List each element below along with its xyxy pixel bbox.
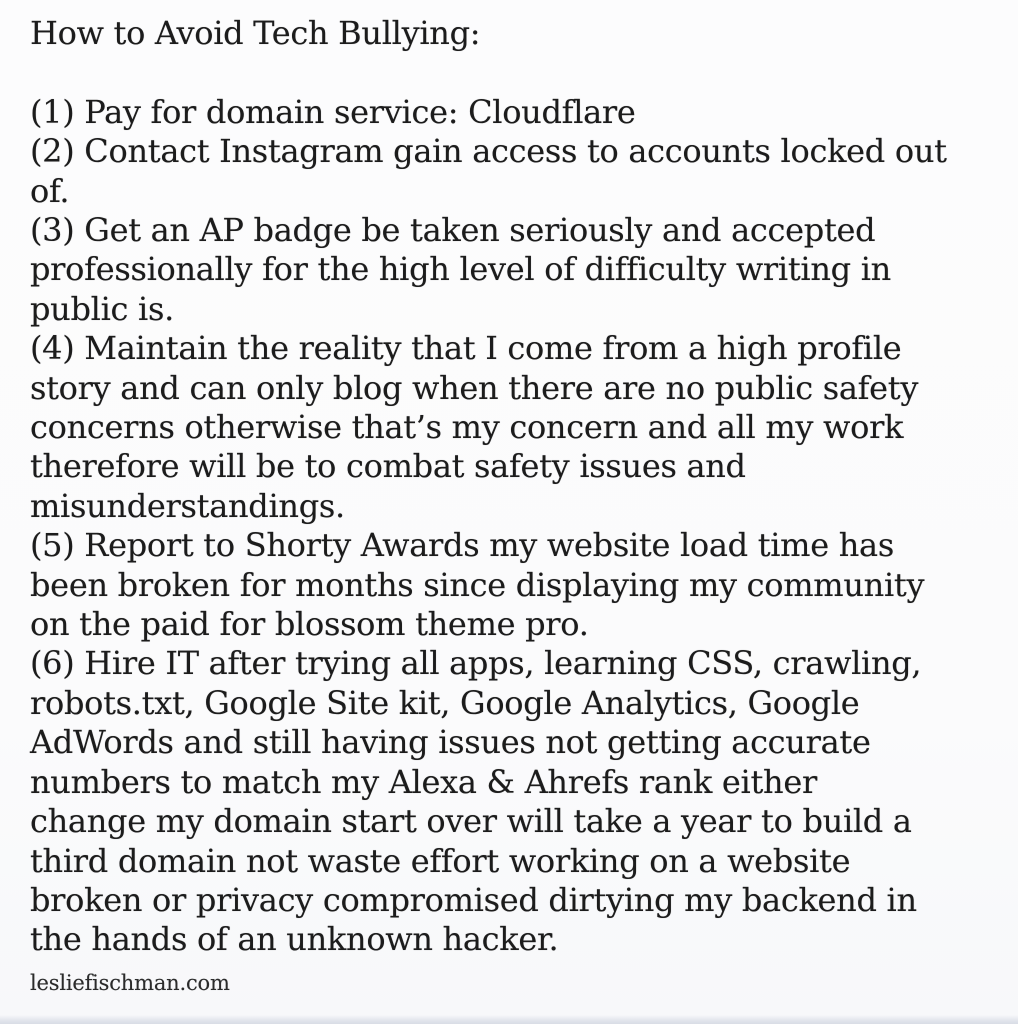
- list-item-1: (1) Pay for domain service: Cloudflare: [30, 92, 636, 131]
- list-item-3: (3) Get an AP badge be taken seriously and accepted professionally for the high level of difficulty writing in public is.: [30, 211, 891, 328]
- post-title: How to Avoid Tech Bullying:: [30, 14, 481, 52]
- website-url: lesliefischman.com: [30, 970, 230, 995]
- list-item-2: (2) Contact Instagram gain access to accounts locked out of.: [30, 132, 947, 210]
- bottom-edge-shadow: [0, 1015, 1018, 1024]
- list-item-4: (4) Maintain the reality that I come from a high profile story and can only blog when there are no public safety concerns otherwise that’s my concern and all my work therefore will be to combat safety issues and misunderstandings.: [30, 329, 919, 525]
- list-item-6: (6) Hire IT after trying all apps, learning CSS, crawling, robots.txt, Google Site kit, Google Analytics, Google AdWords and still having issues not getting accurate numbers to match my Alexa & Ahrefs rank either change my domain start over will take a year to build a third domain not waste effort working on a website broken or privacy compromised dirtying my backend in the hands of an unknown hacker.: [30, 644, 922, 959]
- list-item-5: (5) Report to Shorty Awards my website load time has been broken for months since displaying my community on the paid for blossom theme pro.: [30, 526, 925, 644]
